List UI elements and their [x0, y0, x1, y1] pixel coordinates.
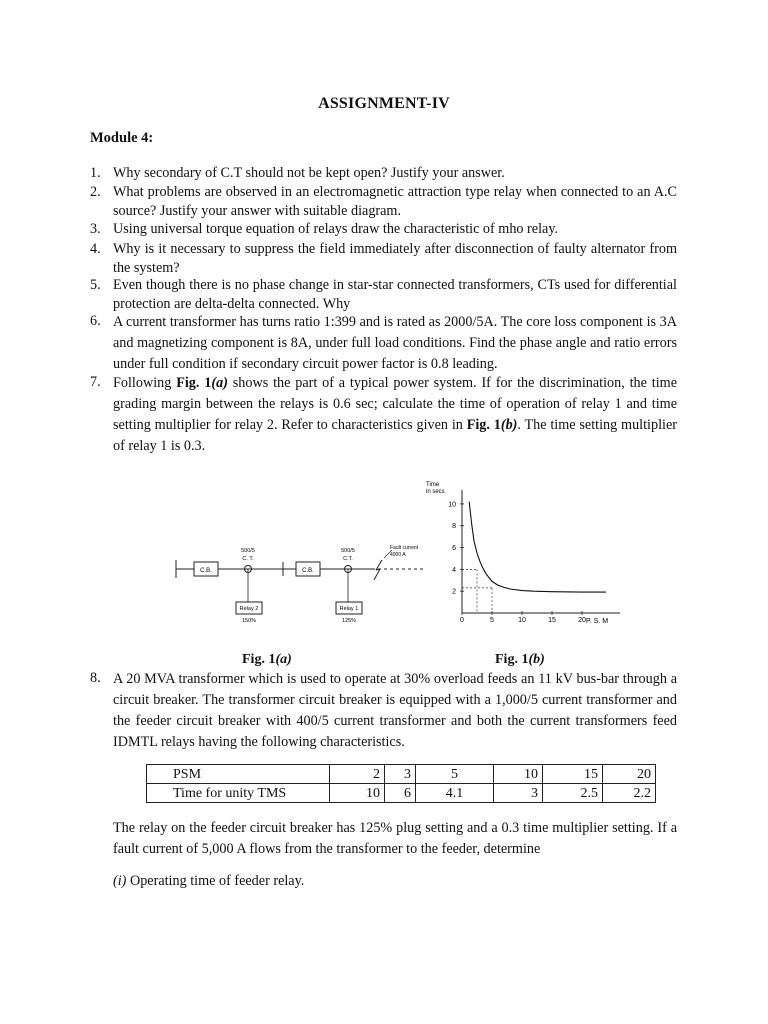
- ct1-label: C. T.: [242, 556, 254, 562]
- question-number: 7.: [90, 374, 101, 390]
- question-text: What problems are observed in an electromagnetic attraction type relay when connected to an A.C source? Justify your answer with suitable diagram.: [113, 184, 677, 219]
- relay2-label: Relay 2: [239, 606, 259, 612]
- table-cell: 5: [416, 765, 494, 784]
- question-number: 6.: [90, 313, 101, 329]
- y-tick-label: 10: [448, 501, 456, 509]
- figure-1b-caption: Fig. 1(b): [495, 652, 545, 667]
- fig-ref-a: Fig. 1(a): [176, 375, 228, 391]
- ct1-ratio: 500/5: [241, 548, 255, 554]
- x-tick-label: 20: [578, 617, 586, 624]
- table-cell: 2.5: [543, 784, 603, 803]
- table-cell: 15: [543, 765, 603, 784]
- module-heading: Module 4:: [90, 130, 154, 146]
- table-cell: 2.2: [603, 784, 656, 803]
- question-text: A 20 MVA transformer which is used to operate at 30% overload feeds an 11 kV bus-bar through a circuit breaker. The transformer circuit breaker is equipped with a 1,000/5 current transformer and the feeder circuit breaker with 400/5 current transformer and both the current transformers feed IDMTL relays having the following characteristics.: [113, 671, 677, 750]
- table-cell: 3: [494, 784, 543, 803]
- figure-1b-chart: [420, 478, 620, 626]
- relay1-setting: 125%: [341, 618, 357, 624]
- question-text: Why is it necessary to suppress the field immediately after disconnection of faulty alternator from the system?: [113, 241, 677, 276]
- question-number: 8.: [90, 670, 101, 686]
- cb2-label: C.B.: [302, 568, 314, 574]
- relay1-label: Relay 1: [339, 606, 359, 612]
- table-cell: 20: [603, 765, 656, 784]
- question-number: 5.: [90, 277, 101, 293]
- y-tick-label: 6: [452, 545, 456, 553]
- question-number: 1.: [90, 165, 101, 181]
- ct2-ratio: 500/5: [341, 548, 355, 554]
- relay2-setting: 150%: [241, 618, 257, 624]
- question-text: Using universal torque equation of relays draw the characteristic of mho relay.: [113, 221, 559, 237]
- table-cell: 6: [385, 784, 416, 803]
- y-axis-title-line2: in secs: [426, 489, 445, 495]
- question-text: A current transformer has turns ratio 1:399 and is rated as 2000/5A. The core loss component is 3A and magnetizing component is 8A, under full load conditions. Find the phase angle and ratio errors under full condition if secondary circuit power factor is 0.8 leading.: [113, 314, 677, 372]
- fault-current: 4000 A: [390, 552, 406, 558]
- question-text: Even though there is no phase change in star-star connected transformers, CTs used for differential protection are delta-delta connected. Why: [113, 277, 677, 312]
- table-cell: 2: [330, 765, 385, 784]
- fig-ref-b: Fig. 1(b): [466, 417, 518, 433]
- page-title: ASSIGNMENT-IV: [318, 95, 450, 112]
- table-cell: 3: [385, 765, 416, 784]
- figure-1a-diagram: [170, 540, 430, 630]
- paragraph-after-table: The relay on the feeder circuit breaker has 125% plug setting and a 0.3 time multiplier setting. If a fault current of 5,000 A flows from the transformer to the feeder, determine: [113, 820, 677, 857]
- y-tick-label: 2: [452, 588, 456, 596]
- question-number: 3.: [90, 221, 101, 237]
- question-text: Following Fig. 1(a) shows the part of a typical power system. If for the discrimination, the time grading margin between the relays is 0.6 sec; calculate the time of operation of relay 1 and time setting multiplier for relay 2. Refer to characteristics given in Fig. 1(b). The time setting multiplier of relay 1 is 0.3.: [113, 375, 678, 454]
- ct2-label: C.T.: [343, 556, 353, 562]
- table-cell: Time for unity TMS: [147, 784, 330, 803]
- y-tick-label: 8: [452, 523, 456, 531]
- series-line: [469, 502, 606, 592]
- table-row: [147, 765, 656, 784]
- y-axis-title-line1: Time: [426, 482, 440, 488]
- question-text: Why secondary of C.T should not be kept open? Justify your answer.: [113, 165, 505, 181]
- figure-1a-caption: Fig. 1(a): [242, 652, 292, 667]
- y-tick-label: 4: [452, 566, 456, 574]
- x-axis-title: P. S. M: [586, 618, 609, 625]
- x-tick-label: 0: [460, 617, 464, 624]
- question-number: 4.: [90, 241, 101, 257]
- cb1-label: C.B.: [200, 568, 212, 574]
- table-cell: PSM: [147, 765, 330, 784]
- x-tick-label: 10: [518, 617, 526, 624]
- x-tick-label: 5: [490, 617, 494, 624]
- fault-label: Fault current: [390, 545, 419, 551]
- table-row: [147, 784, 656, 803]
- characteristics-table: [146, 764, 656, 803]
- x-tick-label: 15: [548, 617, 556, 624]
- question-number: 2.: [90, 184, 101, 200]
- table-cell: 10: [494, 765, 543, 784]
- table-cell: 10: [330, 784, 385, 803]
- sub-item-i: (i) Operating time of feeder relay.: [113, 873, 305, 889]
- table-cell: 4.1: [416, 784, 494, 803]
